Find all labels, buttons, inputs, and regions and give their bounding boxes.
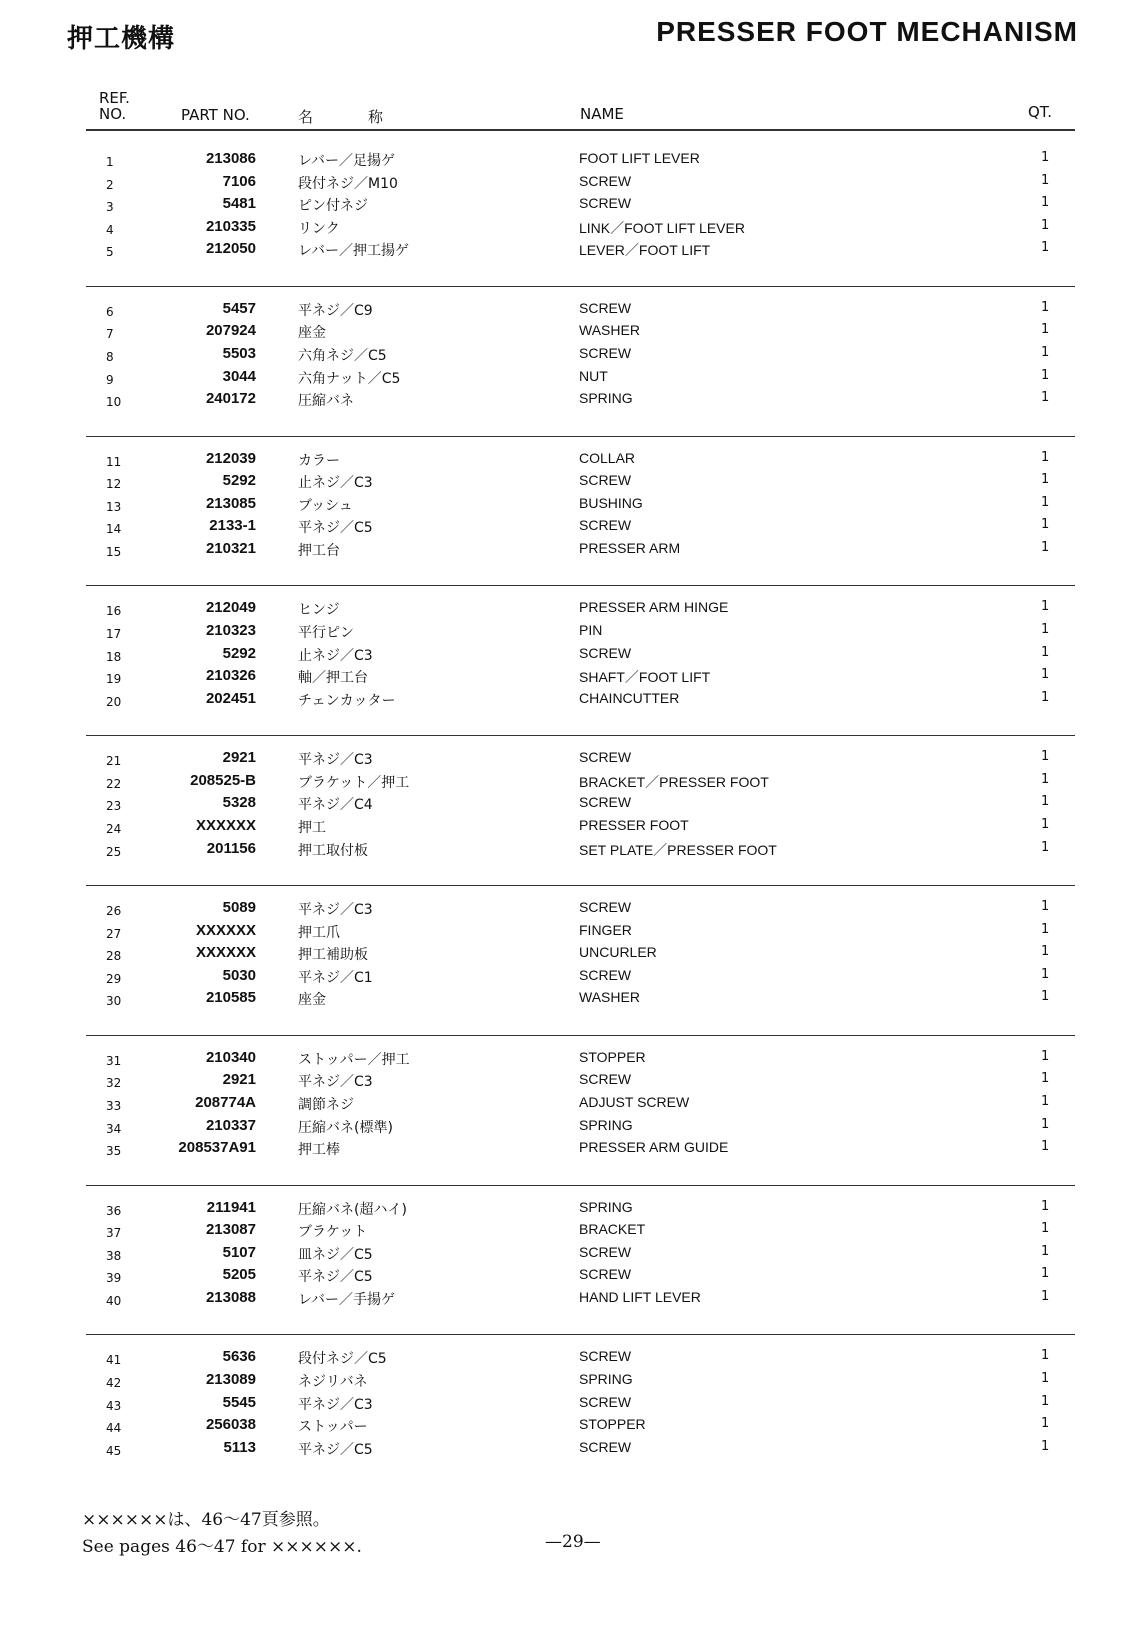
name-cell: SCREW [579,966,632,983]
part-no-cell: 5292 [222,472,256,490]
jp-name-cell: ブラケット／押工 [298,774,410,791]
name-cell: SCREW [579,898,632,915]
part-no-cell: 240172 [205,390,256,408]
ref-cell: 22 [106,776,122,791]
parts-group [86,150,1075,287]
jp-name-cell: 段付ネジ／M10 [298,175,398,192]
name-cell: UNCURLER [579,944,657,961]
page-title-en: PRESSER FOOT MECHANISM [656,16,1078,47]
ref-cell: 17 [106,626,122,641]
table-row [86,944,1075,967]
part-no-cell: 5545 [222,1393,256,1411]
name-cell: SPRING [579,1116,633,1133]
column-header-jp-name-2: 称 [368,108,384,126]
jp-name-cell: 押工台 [298,542,340,559]
part-no-cell: 213088 [205,1288,256,1306]
name-cell: CHAINCUTTER [579,689,680,706]
part-no-cell: XXXXXX [195,921,256,939]
jp-name-cell: 平ネジ／C3 [298,1396,373,1413]
jp-name-cell: 平ネジ／C4 [298,797,373,814]
qty-cell: 1 [1041,1438,1050,1454]
table-row [86,667,1075,690]
name-cell: SPRING [579,390,633,407]
part-no-cell: 210323 [205,621,256,639]
table-row [86,495,1075,518]
qty-cell: 1 [1041,1198,1050,1214]
ref-cell: 36 [106,1203,122,1218]
ref-cell: 28 [106,949,122,964]
qty-cell: 1 [1041,816,1050,832]
footnote-jp: ××××××は、46～47頁参照。 [82,1510,330,1530]
qty-cell: 1 [1041,449,1050,465]
name-cell: SCREW [579,749,632,766]
part-no-cell: 210337 [205,1116,256,1134]
ref-cell: 16 [106,604,122,619]
parts-table [0,137,1133,1485]
part-no-cell: 210321 [205,539,256,557]
page-title-jp: 押工機構 [67,24,176,54]
ref-cell: 1 [106,155,114,169]
name-cell: HAND LIFT LEVER [579,1288,701,1305]
ref-cell: 5 [106,245,114,260]
parts-group [86,899,1075,1036]
jp-name-cell: 押工 [298,819,326,836]
table-row [86,1348,1075,1371]
ref-cell: 14 [106,522,122,537]
name-cell: SCREW [579,1393,632,1410]
jp-name-cell: 平ネジ／C9 [298,302,373,319]
name-cell: SCREW [579,1071,632,1088]
ref-cell: 31 [106,1053,122,1068]
table-row [86,390,1075,413]
table-row [86,599,1075,622]
name-cell: SCREW [579,1438,632,1455]
qty-cell: 1 [1041,1139,1050,1155]
ref-cell: 35 [106,1144,122,1159]
part-no-cell: 5089 [222,898,256,916]
part-no-cell: 2921 [222,1071,256,1089]
part-no-cell: 256038 [205,1416,256,1434]
jp-name-cell: 平ネジ／C3 [298,901,373,918]
jp-name-cell: 段付ネジ／C5 [298,1351,387,1368]
part-no-cell: 3044 [222,367,256,385]
ref-cell: 25 [106,844,122,859]
table-row [86,173,1075,196]
qty-cell: 1 [1041,1288,1050,1304]
table-row [86,1221,1075,1244]
table-row [86,622,1075,645]
qty-cell: 1 [1041,150,1050,165]
name-cell: LINK／FOOT LIFT LEVER [579,219,745,236]
qty-cell: 1 [1041,944,1050,960]
table-row [86,1117,1075,1140]
parts-group [86,1199,1075,1336]
jp-name-cell: 圧縮バネ(超ハイ) [298,1201,407,1218]
part-no-cell: 210340 [205,1048,256,1066]
ref-cell: 13 [106,499,122,514]
table-row [86,218,1075,241]
jp-name-cell: 座金 [298,325,326,342]
table-row [86,1071,1075,1094]
qty-cell: 1 [1041,1221,1050,1237]
ref-cell: 10 [106,395,122,410]
ref-cell: 19 [106,672,122,687]
part-no-cell: 2133-1 [209,517,256,535]
ref-cell: 41 [106,1353,122,1368]
ref-cell: 3 [106,200,114,215]
ref-cell: 42 [106,1375,122,1390]
column-header-name: NAME [580,105,624,123]
qty-cell: 1 [1041,921,1050,937]
ref-cell: 6 [106,304,114,319]
jp-name-cell: 平ネジ／C1 [298,969,373,986]
column-header-qty: QT. [1028,103,1052,121]
table-row [86,794,1075,817]
jp-name-cell: 皿ネジ／C5 [298,1246,373,1263]
ref-cell: 45 [106,1443,122,1458]
jp-name-cell: 平行ピン [298,624,354,641]
name-cell: LEVER／FOOT LIFT [579,242,711,259]
table-row [86,772,1075,795]
table-row [86,517,1075,540]
jp-name-cell: 平ネジ／C3 [298,752,373,769]
ref-cell: 34 [106,1121,122,1136]
part-no-cell: 201156 [206,839,256,857]
jp-name-cell: 六角ナット／C5 [298,370,401,387]
name-cell: SHAFT／FOOT LIFT [579,669,711,686]
table-row [86,690,1075,713]
name-cell: PRESSER ARM GUIDE [579,1139,729,1156]
table-row [86,899,1075,922]
name-cell: PRESSER ARM [579,539,681,556]
jp-name-cell: 押工取付板 [298,842,368,859]
qty-cell: 1 [1041,494,1050,510]
name-cell: SCREW [579,1348,632,1365]
ref-cell: 44 [106,1421,122,1436]
qty-cell: 1 [1041,299,1050,315]
ref-cell: 33 [106,1098,122,1113]
name-cell: BUSHING [579,494,643,511]
jp-name-cell: ブラケット [298,1224,368,1241]
qty-cell: 1 [1041,898,1050,914]
name-cell: COLLAR [579,449,636,466]
ref-cell: 18 [106,649,122,664]
jp-name-cell: 平ネジ／C5 [298,1269,373,1286]
part-no-cell: 210335 [205,217,256,235]
jp-name-cell: 圧縮バネ [298,393,354,410]
qty-cell: 1 [1041,195,1050,211]
name-cell: FINGER [579,921,632,938]
table-row [86,1371,1075,1394]
ref-cell: 24 [106,821,122,836]
part-no-cell: 208774A [195,1093,256,1111]
table-row [86,749,1075,772]
part-no-cell: 207924 [205,322,256,340]
qty-cell: 1 [1041,644,1050,660]
part-no-cell: 5205 [222,1266,256,1284]
name-cell: NUT [579,367,608,384]
qty-cell: 1 [1041,989,1050,1005]
name-cell: STOPPER [579,1048,646,1065]
column-header-jp-name-1: 名 [298,108,314,126]
jp-name-cell: リンク [298,220,340,237]
name-cell: SCREW [579,344,632,361]
qty-cell: 1 [1041,539,1050,555]
ref-cell: 23 [106,799,122,814]
table-row [86,368,1075,391]
table-row [86,1266,1075,1289]
table-row [86,195,1075,218]
name-cell: PIN [579,621,603,638]
ref-cell: 2 [106,177,114,192]
name-cell: ADJUST SCREW [579,1093,690,1110]
part-no-cell: 5107 [222,1243,256,1261]
qty-cell: 1 [1041,771,1050,787]
name-cell: WASHER [579,989,640,1006]
name-cell: SCREW [579,472,632,489]
column-header-ref [99,90,130,122]
table-row [86,989,1075,1012]
name-cell: BRACKET／PRESSER FOOT [579,773,769,790]
jp-name-cell: レバー／手揚ゲ [298,1291,396,1308]
ref-cell: 26 [106,903,122,918]
name-cell: SPRING [579,1370,633,1387]
table-row [86,1199,1075,1222]
qty-cell: 1 [1041,367,1050,383]
name-cell: SCREW [579,1266,632,1283]
qty-cell: 1 [1041,1348,1050,1364]
name-cell: SPRING [579,1198,633,1215]
part-no-cell: 5030 [222,966,256,984]
parts-group [86,749,1075,886]
jp-name-cell: ストッパー [298,1419,368,1436]
table-row [86,645,1075,668]
table-row [86,540,1075,563]
part-no-cell: 213089 [205,1370,256,1388]
qty-cell: 1 [1041,749,1050,765]
table-row [86,967,1075,990]
qty-cell: 1 [1041,1093,1050,1109]
table-row [86,1289,1075,1312]
table-row [86,300,1075,323]
jp-name-cell: カラー [298,452,340,469]
ref-cell: 43 [106,1398,122,1413]
name-cell: SCREW [579,1243,632,1260]
jp-name-cell: レバー／押工揚ゲ [298,243,410,260]
ref-cell: 37 [106,1226,122,1241]
parts-group [86,1348,1075,1485]
parts-group [86,450,1075,587]
jp-name-cell: 押工補助板 [298,947,368,964]
jp-name-cell: ブッシュ [298,497,353,514]
ref-cell: 11 [106,454,122,469]
table-row [86,150,1075,173]
jp-name-cell: ヒンジ [298,602,340,619]
jp-name-cell: 座金 [298,992,326,1009]
part-no-cell: 5481 [222,195,256,213]
part-no-cell: 5328 [222,794,256,812]
ref-cell: 7 [106,327,114,342]
qty-cell: 1 [1041,667,1050,683]
ref-cell: 39 [106,1271,122,1286]
name-cell: FOOT LIFT LEVER [579,150,700,166]
qty-cell: 1 [1041,599,1050,615]
qty-cell: 1 [1041,1266,1050,1282]
part-no-cell: 5292 [222,644,256,662]
table-row [86,240,1075,263]
jp-name-cell: レバー／足揚ゲ [298,153,396,169]
parts-group [86,1049,1075,1186]
qty-cell: 1 [1041,1071,1050,1087]
header-divider [86,129,1075,131]
name-cell: WASHER [579,322,640,339]
parts-group [86,300,1075,437]
part-no-cell: 5457 [222,299,256,317]
part-no-cell: 212049 [205,599,256,617]
part-no-cell: 5503 [222,344,256,362]
qty-cell: 1 [1041,322,1050,338]
qty-cell: 1 [1041,240,1050,256]
name-cell: SCREW [579,644,632,661]
jp-name-cell: 押工爪 [298,924,340,941]
part-no-cell: 211941 [206,1198,256,1216]
part-no-cell: 2921 [222,749,256,767]
jp-name-cell: 六角ネジ／C5 [298,347,387,364]
table-row [86,840,1075,863]
name-cell: BRACKET [579,1221,646,1238]
jp-name-cell: 平ネジ／C3 [298,1074,373,1091]
column-header-ref-line1: REF. [99,89,130,107]
name-cell: SCREW [579,517,632,534]
name-cell: SCREW [579,195,632,212]
table-row [86,472,1075,495]
jp-name-cell: ピン付ネジ [298,198,368,215]
qty-cell: 1 [1041,390,1050,406]
qty-cell: 1 [1041,217,1050,233]
table-row [86,1094,1075,1117]
jp-name-cell: 止ネジ／C3 [298,475,373,492]
qty-cell: 1 [1041,1116,1050,1132]
part-no-cell: 213086 [205,150,256,167]
name-cell: SCREW [579,794,632,811]
ref-cell: 9 [106,372,114,387]
table-row [86,345,1075,368]
part-no-cell: 210585 [205,989,256,1007]
qty-cell: 1 [1041,621,1050,637]
jp-name-cell: 平ネジ／C5 [298,520,373,537]
jp-name-cell: ストッパー／押工 [298,1051,410,1068]
qty-cell: 1 [1041,344,1050,360]
part-no-cell: XXXXXX [195,816,256,834]
qty-cell: 1 [1041,966,1050,982]
name-cell: SCREW [579,299,632,316]
qty-cell: 1 [1041,839,1050,855]
ref-cell: 20 [106,694,122,709]
name-cell: SCREW [579,172,632,189]
ref-cell: 12 [106,477,122,492]
ref-cell: 32 [106,1076,122,1091]
jp-name-cell: 止ネジ／C3 [298,647,373,664]
jp-name-cell: 圧縮バネ(標準) [298,1119,393,1136]
footnote-en: See pages 46～47 for ××××××. [82,1537,362,1557]
jp-name-cell: ネジリバネ [298,1373,368,1390]
jp-name-cell: 調節ネジ [298,1096,354,1113]
qty-cell: 1 [1041,689,1050,705]
table-row [86,322,1075,345]
name-cell: PRESSER FOOT [579,816,689,833]
qty-cell: 1 [1041,794,1050,810]
page-number: —29— [545,1532,601,1552]
part-no-cell: 5113 [223,1438,256,1456]
qty-cell: 1 [1041,172,1050,188]
ref-cell: 4 [106,222,114,237]
qty-cell: 1 [1041,1243,1050,1259]
part-no-cell: 212050 [205,240,256,258]
part-no-cell: 213085 [205,494,256,512]
table-row [86,1394,1075,1417]
ref-cell: 21 [106,754,122,769]
table-row [86,450,1075,473]
ref-cell: 8 [106,349,114,364]
table-row [86,1416,1075,1439]
table-row [86,1139,1075,1162]
name-cell: SET PLATE／PRESSER FOOT [579,841,777,858]
qty-cell: 1 [1041,517,1050,533]
part-no-cell: 208525-B [190,771,256,789]
ref-cell: 29 [106,971,122,986]
name-cell: PRESSER ARM HINGE [579,599,729,616]
part-no-cell: 202451 [205,689,256,707]
table-row [86,922,1075,945]
part-no-cell: 210326 [205,667,256,685]
table-row [86,1049,1075,1072]
qty-cell: 1 [1041,1370,1050,1386]
jp-name-cell: チェンカッター [298,692,396,709]
part-no-cell: 7106 [222,172,256,190]
part-no-cell: 213087 [205,1221,256,1239]
table-row [86,817,1075,840]
qty-cell: 1 [1041,1393,1050,1409]
table-row [86,1244,1075,1267]
qty-cell: 1 [1041,1416,1050,1432]
part-no-cell: 212039 [205,449,256,467]
part-no-cell: 208537A91 [178,1139,256,1157]
name-cell: STOPPER [579,1416,646,1433]
qty-cell: 1 [1041,472,1050,488]
ref-cell: 38 [106,1248,122,1263]
jp-name-cell: 平ネジ／C5 [298,1441,373,1458]
jp-name-cell: 押工棒 [298,1142,340,1159]
ref-cell: 15 [106,544,122,559]
part-no-cell: 5636 [222,1348,256,1366]
column-header-ref-line2: NO. [99,105,127,123]
column-header-part-no: PART NO. [181,106,250,124]
part-no-cell: XXXXXX [195,944,256,962]
jp-name-cell: 軸／押工台 [298,670,368,687]
qty-cell: 1 [1041,1048,1050,1064]
parts-group [86,599,1075,736]
ref-cell: 40 [106,1293,122,1308]
table-row [86,1439,1075,1462]
ref-cell: 27 [106,926,122,941]
ref-cell: 30 [106,994,122,1009]
